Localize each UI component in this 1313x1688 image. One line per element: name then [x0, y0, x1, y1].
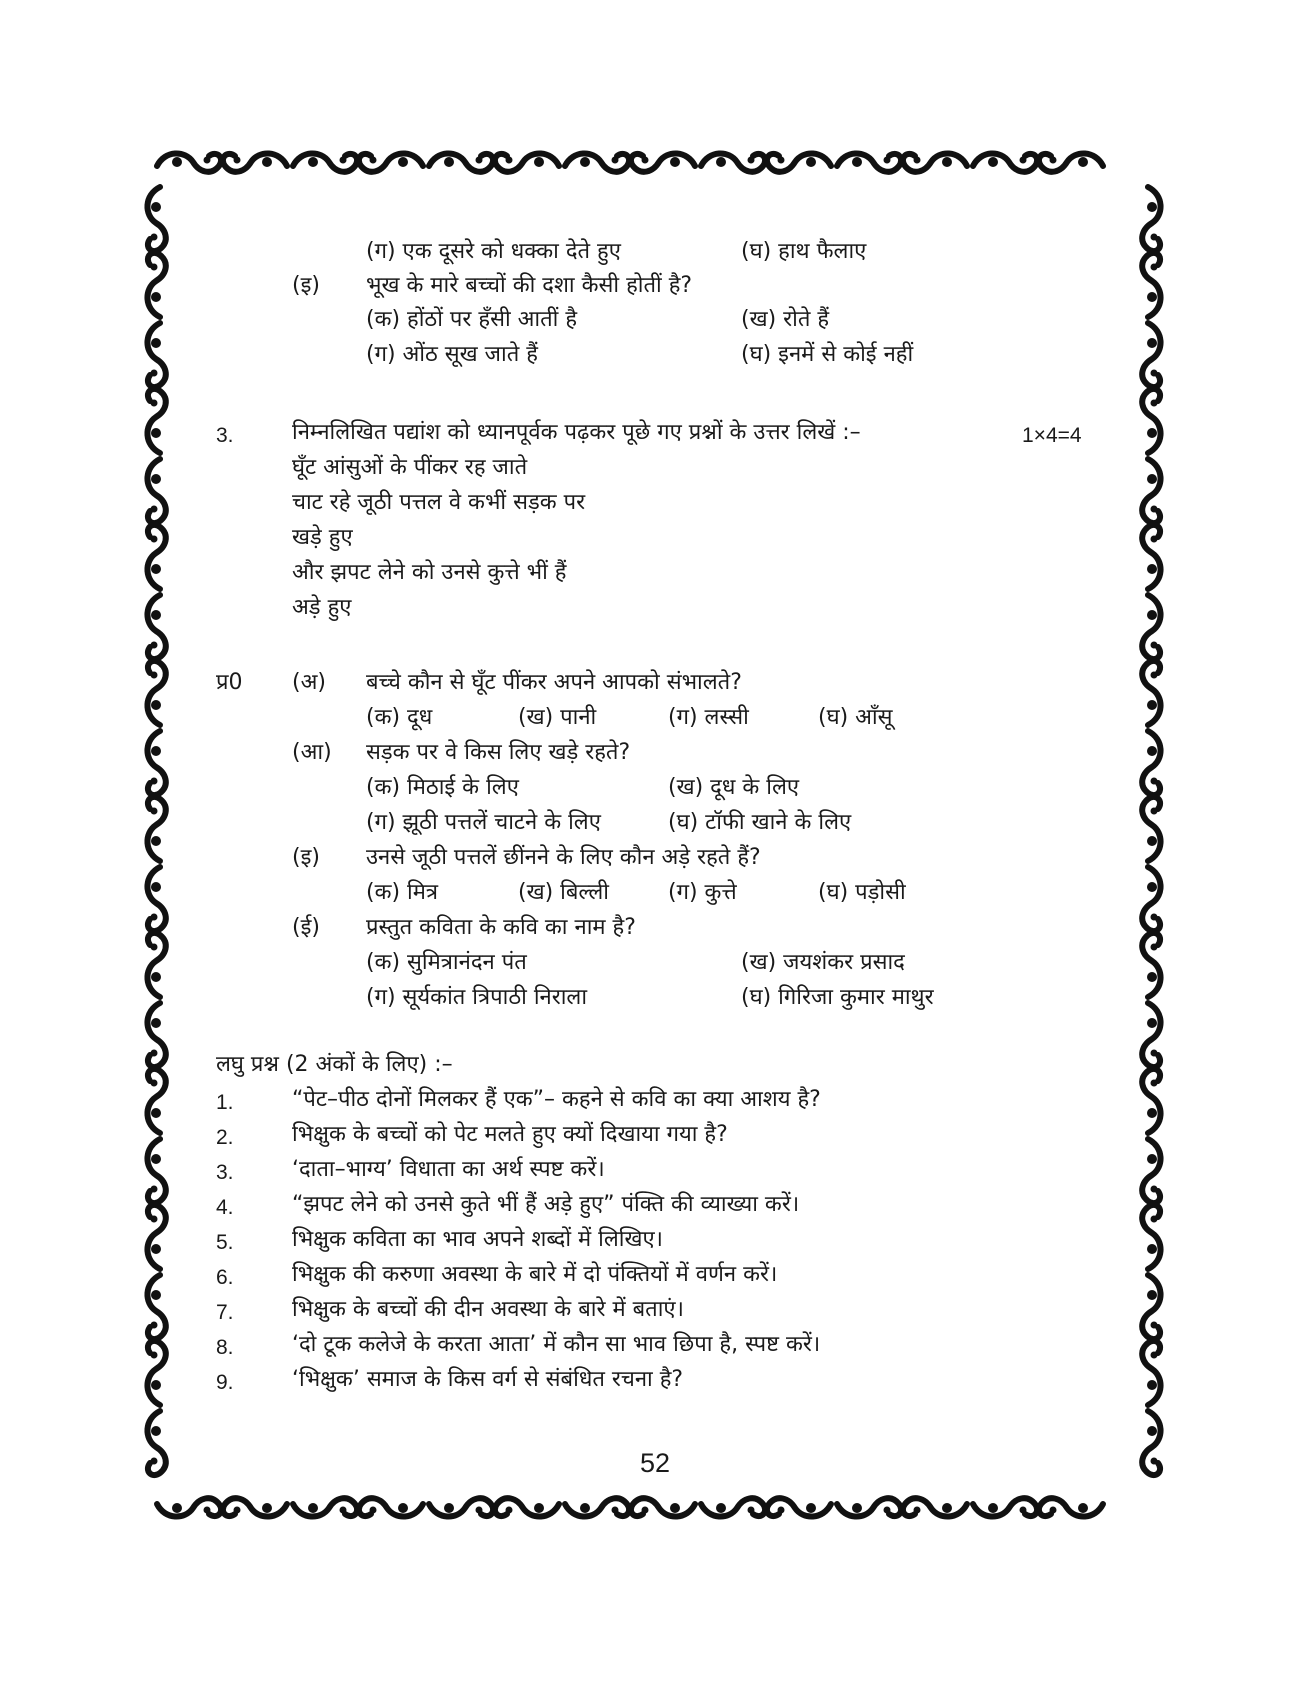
list-item: ‘दाता–भाग्य’ विधाता का अर्थ स्पष्ट करें।: [292, 1157, 605, 1182]
option-b: (ख) दूध के लिए: [668, 775, 800, 800]
option-c: (ग) लस्सी: [668, 705, 749, 730]
option-a: (क) होंठों पर हँसी आतीं है: [366, 307, 578, 332]
list-number: 8.: [216, 1336, 234, 1359]
poem-line: चाट रहे जूठी पत्तल वे कभीं सड़क पर: [292, 490, 586, 515]
list-number: 7.: [216, 1301, 234, 1324]
option-a: (क) सुमित्रानंदन पंत: [366, 950, 527, 975]
list-item: भिक्षुक के बच्चों को पेट मलते हुए क्यों दिखाया गया है?: [292, 1122, 728, 1147]
list-item: भिक्षुक के बच्चों की दीन अवस्था के बारे में बताएं।: [292, 1297, 684, 1322]
list-item: ‘दो टूक कलेजे के करता आता’ में कौन सा भाव छिपा है, स्पष्ट करें।: [292, 1332, 821, 1357]
list-item: “झपट लेने को उनसे कुते भीं हैं अड़े हुए” पंक्ति की व्याख्या करें।: [292, 1192, 800, 1217]
poem-line: अड़े हुए: [292, 595, 352, 620]
question-marker: (ई): [292, 915, 320, 940]
list-number: 2.: [216, 1126, 234, 1149]
option-b: (ख) जयशंकर प्रसाद: [741, 950, 905, 975]
question-marker: (इ): [292, 845, 320, 870]
poem-line: खड़े हुए: [292, 525, 353, 550]
question-text: उनसे जूठी पत्तलें छींनने के लिए कौन अड़े रहते हैं?: [366, 845, 761, 870]
list-item: ‘भिक्षुक’ समाज के किस वर्ग से संबंधित रचना है?: [292, 1367, 684, 1392]
question-text: भूख के मारे बच्चों की दशा कैसी होतीं है?: [366, 273, 693, 298]
option-a: (क) मित्र: [366, 880, 439, 905]
option-d: (घ) हाथ फैलाए: [741, 239, 867, 264]
option-a: (क) दूध: [366, 705, 433, 730]
option-d: (घ) आँसू: [818, 705, 893, 730]
page-number: 52: [640, 1448, 671, 1478]
option-d: (घ) गिरिजा कुमार माथुर: [741, 985, 934, 1010]
list-item: भिक्षुक की करुणा अवस्था के बारे में दो पंक्तियों में वर्णन करें।: [292, 1262, 778, 1287]
option-d: (घ) पड़ोसी: [818, 880, 906, 905]
option-a: (क) मिठाई के लिए: [366, 775, 519, 800]
poem-line: घूँट आंसुओं के पींकर रह जाते: [292, 455, 528, 480]
question-text: प्रस्तुत कविता के कवि का नाम है?: [366, 915, 636, 940]
option-c: (ग) कुत्ते: [668, 880, 737, 905]
question-marker: (आ): [292, 740, 332, 765]
list-number: 6.: [216, 1266, 234, 1289]
list-number: 3.: [216, 1161, 234, 1184]
marks-label: 1×4=4: [1022, 424, 1082, 447]
option-c: (ग) सूर्यकांत त्रिपाठी निराला: [366, 985, 588, 1010]
option-b: (ख) पानी: [518, 705, 597, 730]
list-number: 9.: [216, 1371, 234, 1394]
list-item: “पेट–पीठ दोनों मिलकर हैं एक”– कहने से कवि का क्या आशय है?: [292, 1087, 821, 1112]
option-c: (ग) ओंठ सूख जाते हैं: [366, 342, 538, 367]
questions-label: प्र0: [216, 670, 243, 695]
option-d: (घ) टॉफी खाने के लिए: [668, 810, 852, 835]
question-text: बच्चे कौन से घूँट पींकर अपने आपको संभालते?: [366, 670, 742, 695]
short-questions-heading: लघु प्रश्न (2 अंकों के लिए) :–: [216, 1052, 453, 1077]
question-marker: (इ): [292, 273, 320, 298]
option-b: (ख) बिल्ली: [518, 880, 609, 905]
section-instruction: निम्नलिखित पद्यांश को ध्यानपूर्वक पढ़कर पूछे गए प्रश्नों के उत्तर लिखें :–: [292, 420, 861, 445]
section-number: 3.: [216, 424, 234, 447]
question-marker: (अ): [292, 670, 326, 695]
option-c: (ग) एक दूसरे को धक्का देते हुए: [366, 239, 621, 264]
list-number: 5.: [216, 1231, 234, 1254]
list-number: 1.: [216, 1091, 234, 1114]
option-c: (ग) झूठी पत्तलें चाटने के लिए: [366, 810, 601, 835]
option-d: (घ) इनमें से कोई नहीं: [741, 342, 914, 367]
list-number: 4.: [216, 1196, 234, 1219]
list-item: भिक्षुक कविता का भाव अपने शब्दों में लिखिए।: [292, 1227, 663, 1252]
poem-line: और झपट लेने को उनसे कुत्ते भीं हैं: [292, 560, 567, 585]
option-b: (ख) रोते हैं: [741, 307, 830, 332]
question-text: सड़क पर वे किस लिए खड़े रहते?: [366, 740, 631, 765]
